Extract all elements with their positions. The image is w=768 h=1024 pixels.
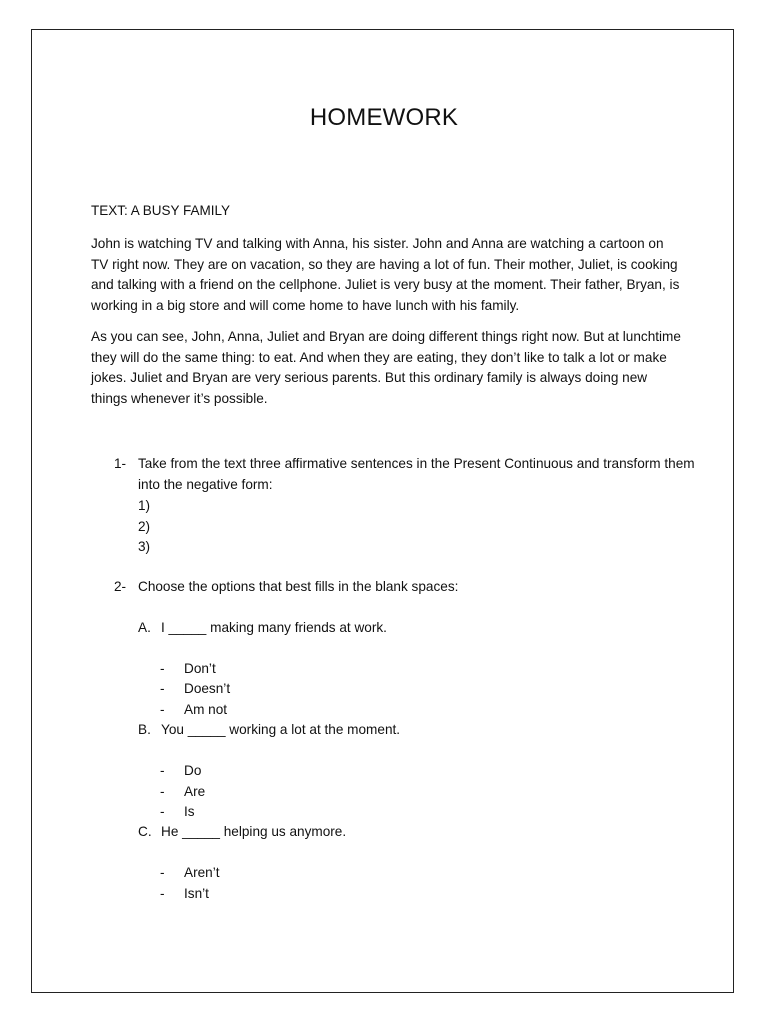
option-b-2: Are xyxy=(184,784,206,799)
option-a-3: Am not xyxy=(184,702,228,717)
option-bullet: - xyxy=(160,784,165,799)
answer-blank-3: 3) xyxy=(138,539,151,554)
option-bullet: - xyxy=(160,865,165,880)
item-c-sentence: He _____ helping us anymore. xyxy=(161,824,347,839)
option-bullet: - xyxy=(160,681,165,696)
option-bullet: - xyxy=(160,763,165,778)
option-b-1: Do xyxy=(184,763,202,778)
question-1-number: 1- xyxy=(114,456,127,471)
paragraph-1: John is watching TV and talking with Anna, his sister. John and Anna are watching a cartoon on TV right now. They are on vacation, so they are having a lot of fun. Their mother, Juliet, is cooking and talking with a friend on the cellphone. Juliet is very busy at the moment. Their father, Bryan, is working in a big store and will come home to have lunch with his family. xyxy=(91,236,680,314)
text-heading: TEXT: A BUSY FAMILY xyxy=(91,203,231,218)
option-bullet: - xyxy=(160,702,165,717)
paragraph-2: As you can see, John, Anna, Juliet and Bryan are doing different things right now. But at lunchtime they will do the same thing: to eat. And when they are eating, they don’t like to talk a lot or make jokes. Juliet and Bryan are very serious parents. But this ordinary family is always doing new things whenever it’s possible. xyxy=(91,329,681,407)
option-b-3: Is xyxy=(184,804,195,819)
question-2-number: 2- xyxy=(114,579,127,594)
item-b-sentence: You _____ working a lot at the moment. xyxy=(161,722,401,737)
page-border xyxy=(31,29,734,993)
option-c-1: Aren’t xyxy=(184,865,220,880)
item-a-letter: A. xyxy=(138,620,151,635)
answer-blank-2: 2) xyxy=(138,519,151,534)
answer-blank-1: 1) xyxy=(138,498,151,513)
option-c-2: Isn’t xyxy=(184,886,209,901)
item-b-letter: B. xyxy=(138,722,151,737)
option-a-2: Doesn’t xyxy=(184,681,231,696)
option-a-1: Don’t xyxy=(184,661,216,676)
item-c-letter: C. xyxy=(138,824,152,839)
page-title: HOMEWORK xyxy=(309,104,459,131)
option-bullet: - xyxy=(160,661,165,676)
item-a-sentence: I _____ making many friends at work. xyxy=(161,620,387,635)
option-bullet: - xyxy=(160,804,165,819)
question-2-prompt: Choose the options that best fills in the blank spaces: xyxy=(138,579,459,594)
question-1-prompt: Take from the text three affirmative sentences in the Present Continuous and transform them into the negative form: xyxy=(138,456,695,492)
option-bullet: - xyxy=(160,886,165,901)
